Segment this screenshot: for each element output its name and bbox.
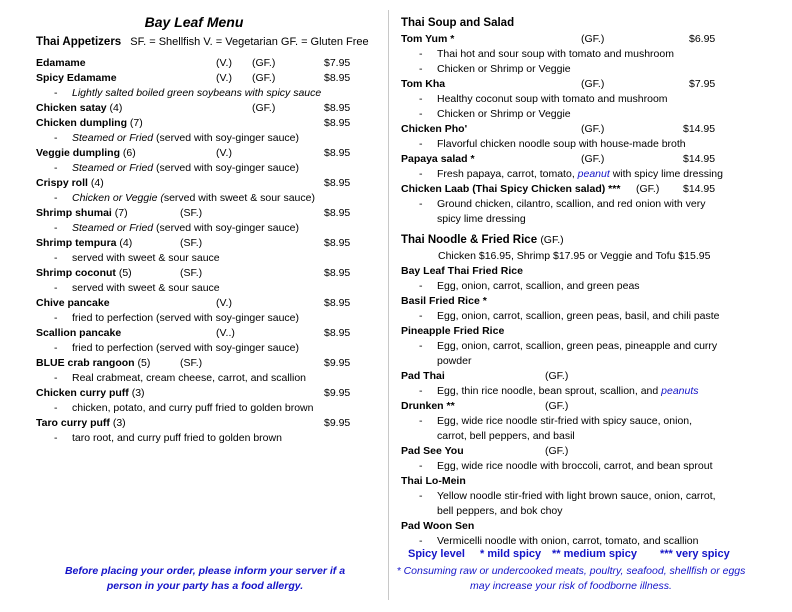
shellfish-tag: (SF.) (180, 207, 203, 219)
description-text: carrot, bell peppers, and basil (437, 430, 575, 442)
menu-item (36, 356, 388, 371)
item-description (401, 354, 781, 369)
item-price: $8.95 (324, 207, 351, 219)
bullet-dash: - (419, 108, 423, 120)
description-text: Steamed or Fried (72, 132, 154, 144)
menu-item (401, 399, 781, 414)
bullet-dash: - (419, 93, 423, 105)
noodle-heading (401, 231, 781, 249)
item-price: $8.95 (324, 267, 351, 279)
item-description (36, 371, 388, 386)
item-name: Edamame (36, 57, 86, 69)
shellfish-tag: (SF.) (180, 267, 203, 279)
bullet-dash: - (419, 415, 423, 427)
bullet-dash: - (54, 222, 58, 234)
gluten-free-tag: (GF.) (252, 72, 276, 84)
menu-item (401, 324, 781, 339)
menu-item (36, 296, 388, 311)
description-text: Egg, onion, carrot, scallion, green peas, basil, and chili paste (437, 310, 720, 322)
bullet-dash: - (54, 162, 58, 174)
bullet-dash: - (54, 342, 58, 354)
menu-item (36, 116, 388, 131)
item-name: Chicken Laab (Thai Spicy Chicken salad) *** (401, 183, 621, 195)
description-text: chicken, potato, and curry puff fried to golden brown (72, 402, 314, 414)
item-name: Chicken curry puff (36, 387, 129, 399)
bullet-dash: - (54, 87, 58, 99)
description-text: fried to perfection (served with soy-ginger sauce) (72, 312, 300, 324)
item-price: $14.95 (683, 153, 716, 165)
item-description (36, 251, 388, 266)
menu-item (401, 474, 781, 489)
item-price: $14.95 (683, 183, 716, 195)
appetizers-heading: Thai Appetizers (36, 36, 122, 48)
item-name: Chive pancake (36, 297, 110, 309)
bullet-dash: - (54, 282, 58, 294)
gluten-free-tag: (GF.) (581, 123, 605, 135)
item-count: (4) (87, 177, 104, 189)
bullet-dash: - (419, 310, 423, 322)
item-description (36, 221, 388, 236)
description-text: Yellow noodle stir-fried with light brown sauce, onion, carrot, (437, 490, 716, 502)
bullet-dash: - (419, 340, 423, 352)
description-text: Steamed or Fried (72, 162, 154, 174)
shellfish-tag: (SF.) (180, 237, 203, 249)
item-name: Pad Woon Sen (401, 520, 475, 532)
description-text: Egg, thin rice noodle, bean sprout, scallion, and (437, 385, 662, 397)
description-text: Vermicelli noodle with onion, carrot, tomato, and scallion (437, 535, 699, 547)
item-name: Spicy Edamame (36, 72, 117, 84)
item-description (401, 309, 781, 324)
item-name: Scallion pancake (36, 327, 122, 339)
menu-item (36, 386, 388, 401)
menu-item (401, 519, 781, 534)
bullet-dash: - (419, 490, 423, 502)
vegetarian-tag: (V.) (216, 297, 232, 309)
menu-item (36, 416, 388, 431)
description-text: Fresh papaya, carrot, tomato, (437, 168, 578, 180)
menu-item (401, 122, 781, 137)
item-description (401, 534, 781, 549)
item-description (36, 431, 388, 446)
item-description (401, 279, 781, 294)
menu-item (401, 444, 781, 459)
item-name: Basil Fried Rice * (401, 295, 487, 307)
item-count: (4) (106, 102, 123, 114)
item-count: (4) (116, 237, 133, 249)
item-name: Chicken satay (36, 102, 107, 114)
menu-item (36, 206, 388, 221)
menu-item (36, 101, 388, 116)
item-count: (3) (128, 387, 145, 399)
description-text: Chicken or Shrimp or Veggie (437, 63, 571, 75)
menu-item (401, 182, 781, 197)
item-price: $8.95 (324, 177, 351, 189)
bullet-dash: - (419, 280, 423, 292)
legend-text: SF. = Shellfish V. = Vegetarian GF. = Gluten Free (130, 36, 369, 48)
menu-item (36, 56, 388, 71)
description-text: powder (437, 355, 472, 367)
bullet-dash: - (419, 535, 423, 547)
description-text: Chicken or Veggie ( (72, 192, 164, 204)
soup-salad-heading: Thai Soup and Salad (401, 17, 515, 29)
item-description (401, 414, 781, 429)
item-price: $9.95 (324, 417, 351, 429)
item-count: (7) (111, 207, 128, 219)
description-text: served with sweet & sour sauce (72, 252, 220, 264)
bullet-dash: - (419, 138, 423, 150)
item-description (401, 489, 781, 504)
appetizer-list (36, 56, 388, 446)
allergy-notice: Before placing your order, please inform your server if a person in your party has a food allergy. (64, 565, 346, 592)
noodle-protein-prices: Chicken $16.95, Shrimp $17.95 or Veggie and Tofu $15.95 (438, 250, 711, 262)
item-count: (5) (134, 357, 151, 369)
item-name: Pad Thai (401, 370, 445, 382)
item-name: Veggie dumpling (36, 147, 121, 159)
bullet-dash: - (419, 460, 423, 472)
item-description (401, 459, 781, 474)
vegetarian-tag: (V.) (216, 72, 232, 84)
item-price: $7.95 (689, 78, 716, 90)
description-text: Egg, wide rice noodle with broccoli, carrot, and bean sprout (437, 460, 713, 472)
gluten-free-tag: (GF.) (545, 400, 569, 412)
bullet-dash: - (419, 63, 423, 75)
item-name: BLUE crab rangoon (36, 357, 135, 369)
bullet-dash: - (54, 372, 58, 384)
item-price: $8.95 (324, 117, 351, 129)
item-price: $9.95 (324, 357, 351, 369)
bullet-dash: - (419, 48, 423, 60)
appetizer-legend (36, 36, 369, 48)
item-price: $8.95 (324, 102, 351, 114)
item-name: Tom Yum * (401, 33, 455, 45)
item-description (401, 197, 781, 212)
item-description (36, 131, 388, 146)
description-text: Flavorful chicken noodle soup with house-made broth (437, 138, 686, 150)
description-text: served with sweet & sour sauce (72, 282, 220, 294)
item-price: $8.95 (324, 72, 351, 84)
description-text: (served with soy-ginger sauce) (153, 222, 300, 234)
item-description (401, 137, 781, 152)
item-description (401, 429, 781, 444)
bullet-dash: - (419, 198, 423, 210)
menu-item (401, 369, 781, 384)
item-price: $8.95 (324, 327, 351, 339)
gluten-free-tag: (GF.) (581, 78, 605, 90)
description-text: peanut (577, 168, 610, 180)
item-description (401, 92, 781, 107)
noodle-heading-text: Thai Noodle & Fried Rice (401, 234, 538, 246)
item-price: $7.95 (324, 57, 351, 69)
menu-item (36, 176, 388, 191)
item-description (36, 86, 388, 101)
noodle-heading-gf: (GF.) (540, 234, 564, 246)
bullet-dash: - (54, 402, 58, 414)
raw-food-warning: * Consuming raw or undercooked meats, poultry, seafood, shellfish or eggs may increase your risk of foodborne illness. (396, 565, 746, 592)
item-description (401, 62, 781, 77)
description-text: Chicken or Shrimp or Veggie (437, 108, 571, 120)
item-price: $9.95 (324, 387, 351, 399)
description-text: fried to perfection (served with soy-ginger sauce) (72, 342, 300, 354)
bullet-dash: - (54, 432, 58, 444)
vegetarian-tag: (V..) (216, 327, 235, 339)
item-name: Shrimp shumai (36, 207, 112, 219)
menu-item (401, 152, 781, 167)
item-description (36, 341, 388, 356)
bullet-dash: - (419, 168, 423, 180)
menu-item (36, 71, 388, 86)
gluten-free-tag: (GF.) (252, 57, 276, 69)
description-text: served with sweet & sour sauce) (163, 192, 315, 204)
description-text: Egg, onion, carrot, scallion, green peas, pineapple and curry (437, 340, 718, 352)
item-price: $8.95 (324, 297, 351, 309)
description-text: bell peppers, and bok choy (437, 505, 563, 517)
item-count: (6) (120, 147, 136, 159)
menu-item (401, 77, 781, 92)
gluten-free-tag: (GF.) (252, 102, 276, 114)
bullet-dash: - (54, 252, 58, 264)
item-description (36, 311, 388, 326)
right-column (401, 14, 781, 549)
bullet-dash: - (54, 312, 58, 324)
gluten-free-tag: (GF.) (545, 445, 569, 457)
item-price: $8.95 (324, 237, 351, 249)
bullet-dash: - (54, 132, 58, 144)
item-name: Chicken Pho' (401, 123, 468, 135)
vegetarian-tag: (V.) (216, 57, 232, 69)
noodle-list (401, 264, 781, 549)
description-text: peanuts (661, 385, 699, 397)
item-description (401, 47, 781, 62)
soup-list (401, 32, 781, 227)
item-description (401, 504, 781, 519)
spicy-very: *** very spicy (660, 548, 730, 560)
gluten-free-tag: (GF.) (581, 33, 605, 45)
description-text: spicy lime dressing (437, 213, 526, 225)
description-text: Steamed or Fried (72, 222, 154, 234)
menu-title: Bay Leaf Menu (144, 14, 244, 30)
item-description (401, 384, 781, 399)
description-text: Real crabmeat, cream cheese, carrot, and scallion (72, 372, 307, 384)
description-text: Ground chicken, cilantro, scallion, and red onion with very (437, 198, 706, 210)
item-description (36, 161, 388, 176)
item-name: Bay Leaf Thai Fried Rice (401, 265, 523, 277)
bullet-dash: - (419, 385, 423, 397)
description-text: (served with soy-ginger sauce) (153, 162, 300, 174)
item-name: Drunken ** (401, 400, 455, 412)
gluten-free-tag: (GF.) (636, 183, 660, 195)
item-name: Thai Lo-Mein (401, 475, 466, 487)
item-name: Papaya salad * (401, 153, 475, 165)
menu-item (401, 32, 781, 47)
item-description (36, 401, 388, 416)
menu-item (401, 294, 781, 309)
bullet-dash: - (54, 192, 58, 204)
gluten-free-tag: (GF.) (545, 370, 569, 382)
description-text: Lightly salted boiled green soybeans with spicy sauce (72, 87, 322, 99)
spicy-mild: * mild spicy (480, 548, 542, 560)
item-price: $14.95 (683, 123, 716, 135)
item-count: (5) (115, 267, 132, 279)
item-description (401, 107, 781, 122)
item-count: (7) (127, 117, 143, 129)
shellfish-tag: (SF.) (180, 357, 203, 369)
item-price: $8.95 (324, 147, 351, 159)
item-name: Tom Kha (401, 78, 446, 90)
item-description (401, 339, 781, 354)
menu-item (36, 236, 388, 251)
item-description (401, 167, 781, 182)
vegetarian-tag: (V.) (216, 147, 232, 159)
item-name: Chicken dumpling (36, 117, 128, 129)
description-text: with spicy lime dressing (609, 168, 723, 180)
item-name: Pineapple Fried Rice (401, 325, 505, 337)
item-description (36, 281, 388, 296)
description-text: Egg, wide rice noodle stir-fried with spicy sauce, onion, (437, 415, 693, 427)
item-name: Shrimp tempura (36, 237, 117, 249)
menu-item (36, 266, 388, 281)
item-name: Shrimp coconut (36, 267, 116, 279)
description-text: (served with soy-ginger sauce) (153, 132, 300, 144)
item-description (401, 212, 781, 227)
description-text: taro root, and curry puff fried to golden brown (72, 432, 282, 444)
item-count: (3) (109, 417, 126, 429)
menu-item (36, 326, 388, 341)
item-price: $6.95 (689, 33, 716, 45)
gluten-free-tag: (GF.) (581, 153, 605, 165)
menu-item (36, 146, 388, 161)
item-description (36, 191, 388, 206)
menu-item (401, 264, 781, 279)
spicy-medium: ** medium spicy (552, 548, 637, 560)
spicy-level-label: Spicy level (408, 548, 465, 560)
item-name: Crispy roll (36, 177, 88, 189)
description-text: Thai hot and sour soup with tomato and mushroom (437, 48, 674, 60)
description-text: Healthy coconut soup with tomato and mushroom (437, 93, 668, 105)
item-name: Pad See You (401, 445, 464, 457)
description-text: Egg, onion, carrot, scallion, and green peas (437, 280, 640, 292)
item-name: Taro curry puff (36, 417, 110, 429)
column-divider (388, 10, 389, 600)
